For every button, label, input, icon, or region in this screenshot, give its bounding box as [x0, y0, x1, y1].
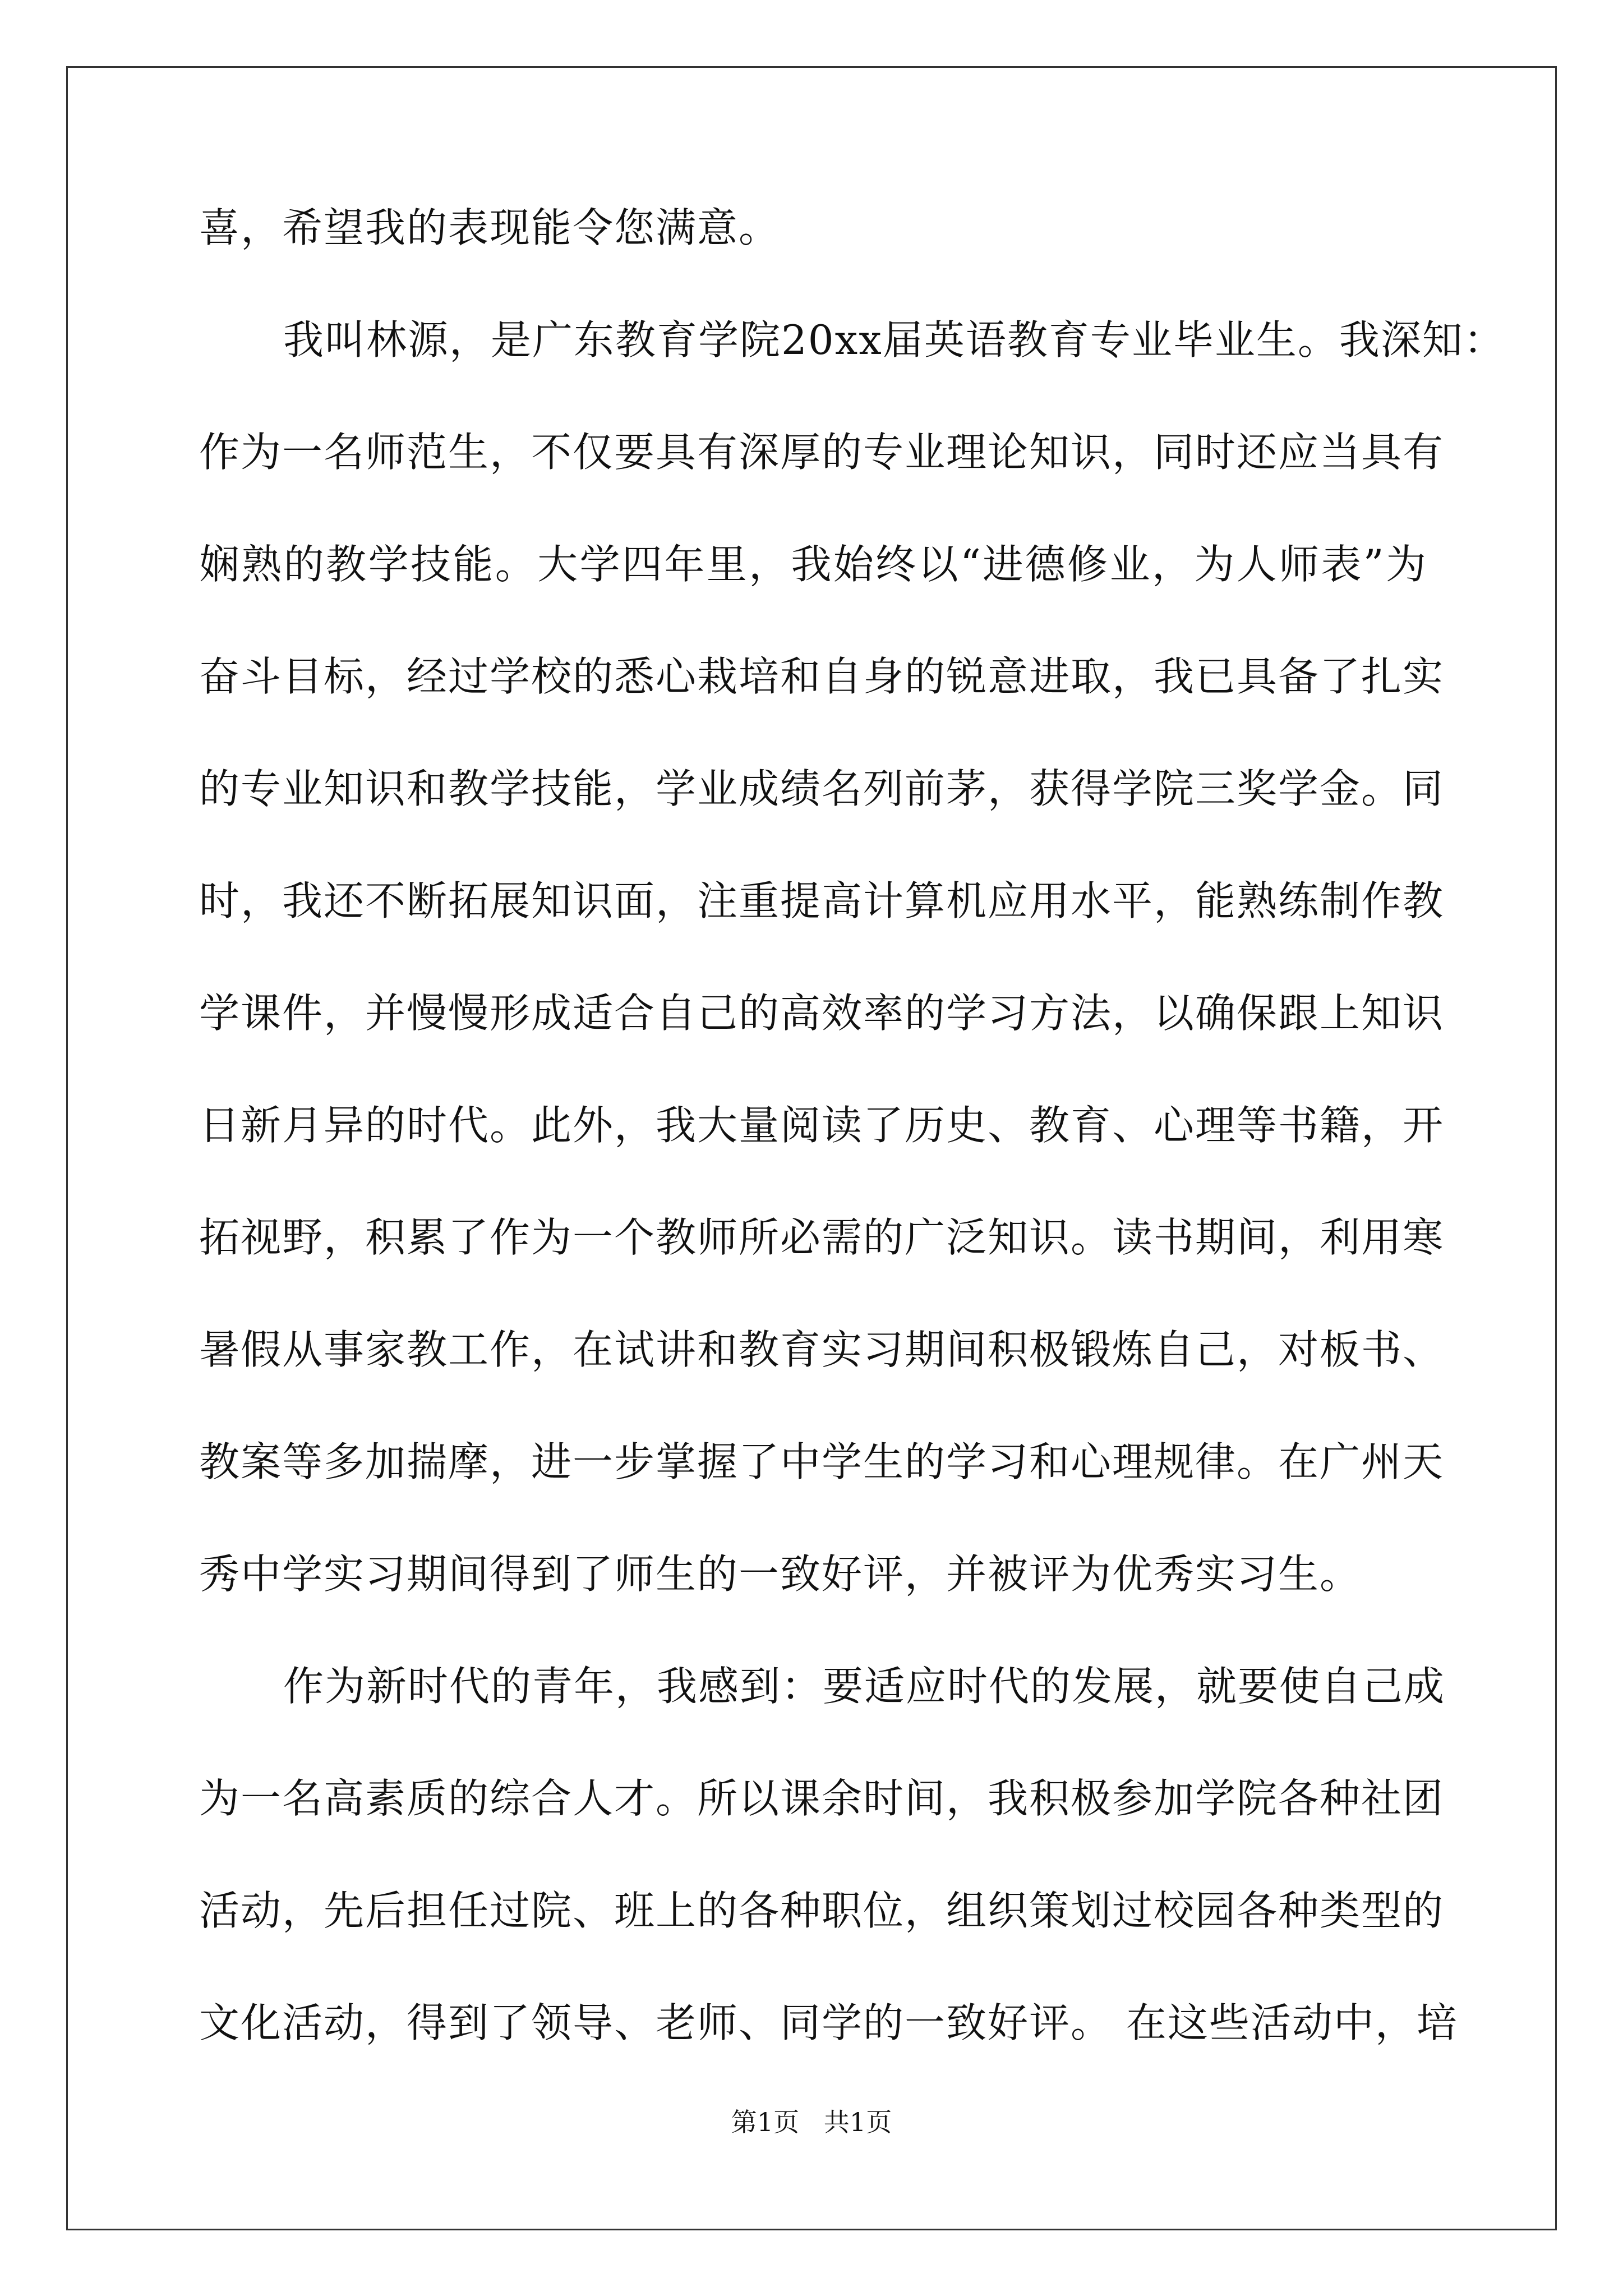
text-line: 时，我还不断拓展知识面，注重提高计算机应用水平，能熟练制作教: [199, 877, 1445, 924]
text-line: 文化活动，得到了领导、老师、同学的一致好评。 在这些活动中，培: [199, 1999, 1458, 2046]
text-line: 奋斗目标，经过学校的悉心栽培和自身的锐意进取，我已具备了扎实: [199, 653, 1445, 700]
text-line: 作为新时代的青年，我感到：要适应时代的发展，就要使自己成: [283, 1663, 1446, 1710]
text-line: 娴熟的教学技能。大学四年里，我始终以“进德修业，为人师表”为: [199, 541, 1427, 588]
text-line: 活动，先后担任过院、班上的各种职位，组织策划过校园各种类型的: [199, 1887, 1445, 1934]
text-line: 为一名高素质的综合人才。所以课余时间，我积极参加学院各种社团: [199, 1775, 1445, 1822]
text-line: 秀中学实习期间得到了师生的一致好评，并被评为优秀实习生。: [199, 1550, 1362, 1598]
text-line: 作为一名师范生，不仅要具有深厚的专业理论知识，同时还应当具有: [199, 429, 1445, 476]
text-line: 日新月异的时代。此外，我大量阅读了历史、教育、心理等书籍，开: [199, 1102, 1445, 1149]
text-line: 喜，希望我的表现能令您满意。: [199, 204, 781, 251]
text-line: 暑假从事家教工作，在试讲和教育实习期间积极锻炼自己，对板书、: [199, 1326, 1445, 1373]
text-line: 拓视野，积累了作为一个教师所必需的广泛知识。读书期间，利用寒: [199, 1214, 1445, 1261]
document-body: [199, 204, 1505, 2115]
text-line: 教案等多加揣摩，进一步掌握了中学生的学习和心理规律。在广州天: [199, 1438, 1445, 1485]
text-line: 学课件，并慢慢形成适合自己的高效率的学习方法，以确保跟上知识: [199, 990, 1445, 1037]
text-line: 的专业知识和教学技能，学业成绩名列前茅，获得学院三奖学金。同: [199, 765, 1445, 812]
text-line: 我叫林源，是广东教育学院20xx届英语教育专业毕业生。我深知：: [283, 316, 1505, 364]
page-footer: 第1页 共1页: [731, 2107, 892, 2137]
